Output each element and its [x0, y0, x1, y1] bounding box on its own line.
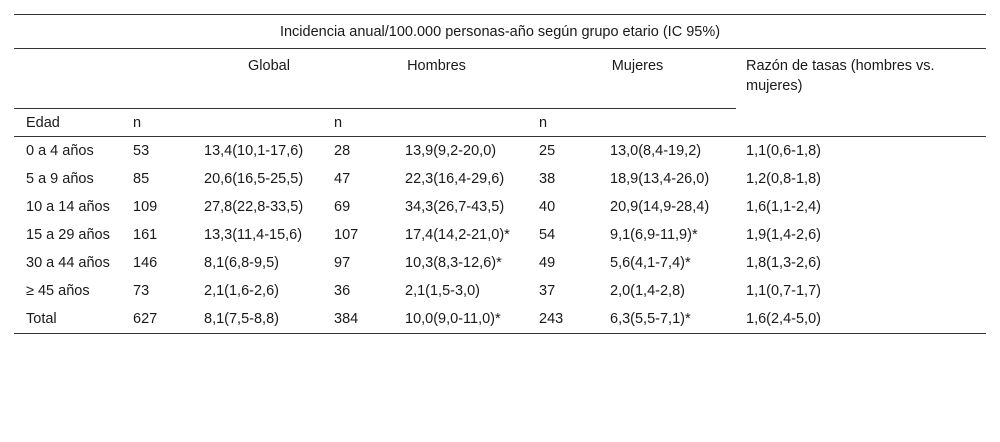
- cell-ratio: 1,1(0,7-1,7): [746, 283, 821, 299]
- cell-mujeres: 2,0(1,4-2,8): [610, 283, 685, 299]
- cell-hombres: 10,0(9,0-11,0)*: [405, 305, 539, 334]
- cell-n-hombres: 97: [334, 255, 351, 271]
- cell-hombres: 10,3(8,3-12,6)*: [405, 255, 502, 271]
- cell-edad: 5 a 9 años: [26, 171, 94, 187]
- col-n-mujeres-header: n: [539, 109, 610, 137]
- cell-mujeres: 5,6(4,1-7,4)*: [610, 255, 691, 271]
- cell-n-global: 73: [133, 283, 150, 299]
- cell-global: 2,1(1,6-2,6): [204, 283, 279, 299]
- cell-hombres: 13,9(9,2-20,0): [405, 143, 497, 159]
- cell-n-global: 85: [133, 171, 150, 187]
- cell-n-hombres: 36: [334, 283, 351, 299]
- cell-edad: 15 a 29 años: [26, 227, 110, 243]
- cell-n-mujeres: 49: [539, 255, 556, 271]
- cell-global: 8,1(6,8-9,5): [204, 255, 279, 271]
- cell-n-hombres: 384: [334, 305, 405, 334]
- cell-ratio: 1,6(2,4-5,0): [736, 305, 986, 334]
- col-edad-header: Edad: [14, 109, 133, 137]
- cell-n-global: 109: [133, 199, 158, 215]
- cell-edad: 30 a 44 años: [26, 255, 110, 271]
- table-row: [14, 137, 986, 166]
- cell-mujeres: 13,0(8,4-19,2): [610, 143, 702, 159]
- cell-mujeres: 6,3(5,5-7,1)*: [610, 305, 736, 334]
- cell-edad: Total: [14, 305, 133, 334]
- cell-ratio: 1,9(1,4-2,6): [746, 227, 821, 243]
- table-row: [14, 193, 986, 221]
- cell-mujeres: 18,9(13,4-26,0): [610, 171, 710, 187]
- cell-n-mujeres: 37: [539, 283, 556, 299]
- cell-n-hombres: 47: [334, 171, 351, 187]
- cell-global: 13,3(11,4-15,6): [204, 227, 303, 243]
- cell-n-mujeres: 40: [539, 199, 556, 215]
- group-global: Global: [204, 49, 334, 109]
- cell-edad: 10 a 14 años: [26, 199, 110, 215]
- cell-hombres: 17,4(14,2-21,0)*: [405, 227, 510, 243]
- table-row: [14, 221, 986, 249]
- cell-mujeres: 20,9(14,9-28,4): [610, 199, 710, 215]
- cell-global: 20,6(16,5-25,5): [204, 171, 304, 187]
- table-row: [14, 165, 986, 193]
- col-n-global-header: n: [133, 109, 204, 137]
- cell-n-mujeres: 38: [539, 171, 556, 187]
- cell-global: 13,4(10,1-17,6): [204, 143, 304, 159]
- cell-n-hombres: 107: [334, 227, 359, 243]
- table-row: [14, 249, 986, 277]
- cell-edad: 0 a 4 años: [26, 143, 94, 159]
- cell-n-global: 627: [133, 305, 204, 334]
- cell-n-hombres: 28: [334, 143, 351, 159]
- cell-ratio: 1,1(0,6-1,8): [736, 137, 986, 166]
- cell-global: 27,8(22,8-33,5): [204, 199, 304, 215]
- group-ratio: Razón de tasas (hombres vs. mujeres): [746, 58, 935, 94]
- group-hombres: Hombres: [334, 49, 539, 109]
- table-row: [14, 277, 986, 305]
- cell-n-mujeres: 243: [539, 305, 610, 334]
- cell-n-mujeres: 54: [539, 227, 556, 243]
- cell-global: 8,1(7,5-8,8): [204, 305, 334, 334]
- cell-edad: ≥ 45 años: [26, 283, 90, 299]
- cell-ratio: 1,2(0,8-1,8): [746, 171, 821, 187]
- cell-hombres: 2,1(1,5-3,0): [405, 283, 480, 299]
- cell-hombres: 34,3(26,7-43,5): [405, 199, 505, 215]
- col-n-hombres-header: n: [334, 109, 405, 137]
- cell-hombres: 22,3(16,4-29,6): [405, 171, 505, 187]
- title-row: [14, 15, 986, 49]
- cell-n-mujeres: 25: [539, 143, 556, 159]
- cell-mujeres: 9,1(6,9-11,9)*: [610, 227, 698, 243]
- table-row: [14, 305, 986, 334]
- cell-n-hombres: 69: [334, 199, 351, 215]
- cell-n-global: 146: [133, 255, 158, 271]
- cell-n-global: 161: [133, 227, 158, 243]
- cell-ratio: 1,8(1,3-2,6): [746, 255, 821, 271]
- cell-ratio: 1,6(1,1-2,4): [746, 199, 821, 215]
- group-mujeres: Mujeres: [539, 49, 736, 109]
- incidence-table: [14, 14, 986, 334]
- group-header-row: [14, 49, 986, 109]
- table-title: Incidencia anual/100.000 personas-año según grupo etario (IC 95%): [14, 15, 986, 49]
- cell-n-global: 53: [133, 143, 150, 159]
